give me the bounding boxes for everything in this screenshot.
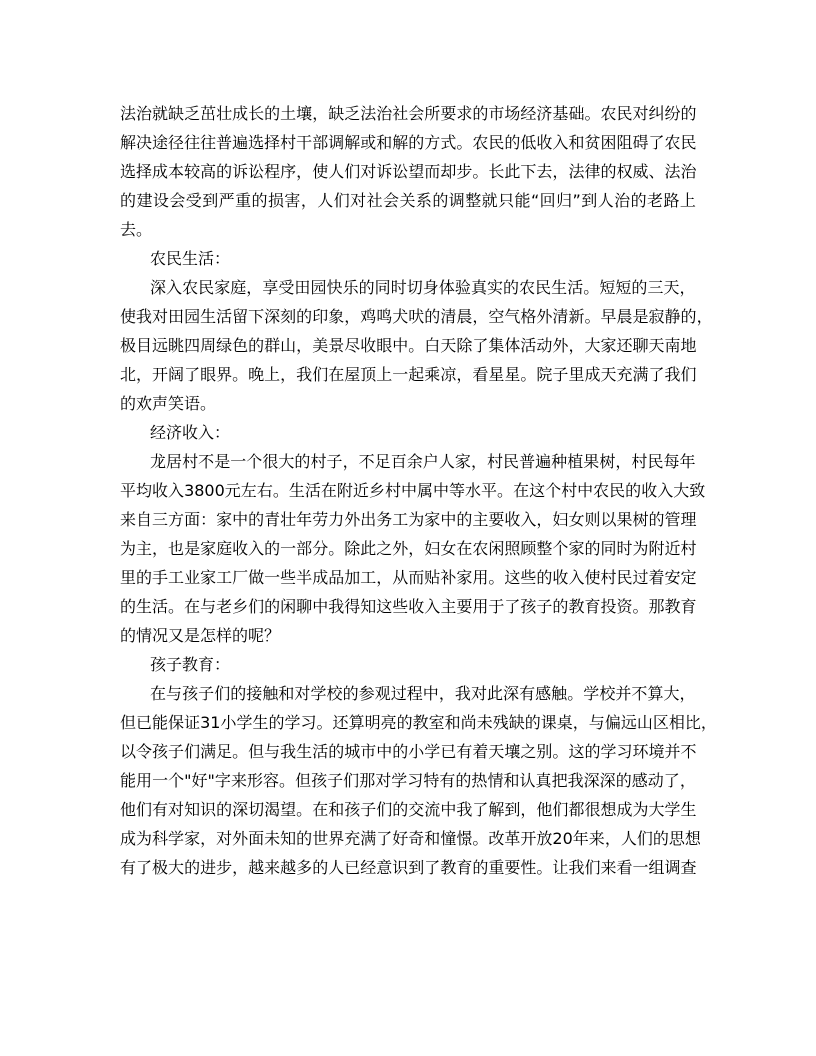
- paragraph-first-line: 龙 居 村 不 是 一 个 很 大 的 村 子 ， 不 足 百 余 户 人 家 ， 村 民 普 遍 种 植 果 树 ， 村 民 每 年: [150, 452, 696, 471]
- paragraph-first-line: 在 与 孩 子 们 的 接 触 和 对 学 校 的 参 观 过 程 中 ， 我 对 此 深 有 感 触 。 学 校 并 不 算 大 ，: [150, 684, 696, 703]
- text-line: 的情况又是怎样的呢？: [120, 626, 281, 645]
- text-line: 平 均 收 入 3800 元 左 右 。 生 活 在 附 近 乡 村 中 属 中 等 水 平 。 在 这 个 村 中 农 民 的 收 入 大 致: [120, 481, 706, 500]
- text-line: 使 我 对 田 园 生 活 留 下 深 刻 的 印 象 ， 鸡 鸣 犬 吠 的 清 晨 ， 空 气 格 外 清 新 。 早 晨 是 寂 静 的 ，: [120, 307, 713, 326]
- section-heading: 孩子教育：: [150, 655, 231, 674]
- text-line: 但 已 能 保 证 31 小 学 生 的 学 习 。 还 算 明 亮 的 教 室 和 尚 未 残 缺 的 课 桌 ， 与 偏 远 山 区 相 比 ，: [120, 713, 717, 732]
- text-line: 里 的 手 工 业 家 工 厂 做 一 些 半 成 品 加 工 ， 从 而 贴 补 家 用 。 这 些 的 收 入 使 村 民 过 着 安 定: [120, 568, 697, 587]
- text-line: 有 了 极 大 的 进 步 ， 越 来 越 多 的 人 已 经 意 识 到 了 教 育 的 重 要 性 。 让 我 们 来 看 一 组 调 查: [120, 858, 697, 877]
- text-line: 他 们 有 对 知 识 的 深 切 渴 望 。 在 和 孩 子 们 的 交 流 中 我 了 解 到 ， 他 们 都 很 想 成 为 大 学 生: [120, 800, 697, 819]
- text-line: 极 目 远 眺 四 周 绿 色 的 群 山 ， 美 景 尽 收 眼 中 。 白 天 除 了 集 体 活 动 外 ， 大 家 还 聊 天 南 地: [120, 336, 697, 355]
- text-line: 的欢声笑语。: [120, 394, 217, 413]
- document-body: [120, 99, 717, 882]
- text-line: 法 治 就 缺 乏 茁 壮 成 长 的 土 壤 ， 缺 乏 法 治 社 会 所 要 求 的 市 场 经 济 基 础 。 农 民 对 纠 纷 的: [120, 104, 697, 123]
- text-line: 的 生 活 。 在 与 老 乡 们 的 闲 聊 中 我 得 知 这 些 收 入 主 要 用 于 了 孩 子 的 教 育 投 资 。 那 教 育: [120, 597, 697, 616]
- text-line: 选 择 成 本 较 高 的 诉 讼 程 序 ， 使 人 们 对 诉 讼 望 而 却 步 。 长 此 下 去 ， 法 律 的 权 威 、 法 治: [120, 162, 697, 181]
- text-line: 为 主 ， 也 是 家 庭 收 入 的 一 部 分 。 除 此 之 外 ， 妇 女 在 农 闲 照 顾 整 个 家 的 同 时 为 附 近 村: [120, 539, 697, 558]
- paragraph-first-line: 深 入 农 民 家 庭 ， 享 受 田 园 快 乐 的 同 时 切 身 体 验 真 实 的 农 民 生 活 。 短 短 的 三 天 ，: [150, 278, 696, 297]
- text-line: 北 ， 开 阔 了 眼 界 。 晚 上 ， 我 们 在 屋 顶 上 一 起 乘 凉 ， 看 星 星 。 院 子 里 成 天 充 满 了 我 们: [120, 365, 697, 384]
- text-line: 来 自 三 方 面 ： 家 中 的 青 壮 年 劳 力 外 出 务 工 为 家 中 的 主 要 收 入 ， 妇 女 则 以 果 树 的 管 理: [120, 510, 697, 529]
- text-line: 成 为 科 学 家 ， 对 外 面 未 知 的 世 界 充 满 了 好 奇 和 憧 憬 。 改 革 开 放 20 年 来 ， 人 们 的 思 想: [120, 829, 701, 848]
- text-line: 以 令 孩 子 们 满 足 。 但 与 我 生 活 的 城 市 中 的 小 学 已 有 着 天 壤 之 别 。 这 的 学 习 环 境 并 不: [120, 742, 697, 761]
- text-line: 去。: [120, 220, 153, 239]
- text-line: 解 决 途 径 往 往 普 遍 选 择 村 干 部 调 解 或 和 解 的 方 式 。 农 民 的 低 收 入 和 贫 困 阻 碍 了 农 民: [120, 133, 697, 152]
- text-line: 能 用 一 个 " 好 " 字 来 形 容 。 但 孩 子 们 那 对 学 习 特 有 的 热 情 和 认 真 把 我 深 深 的 感 动 了 ，: [120, 771, 696, 790]
- section-heading: 农民生活：: [150, 249, 231, 268]
- text-line: 的 建 设 会 受 到 严 重 的 损 害 ， 人 们 对 社 会 关 系 的 调 整 就 只 能 “ 回 归 ” 到 人 治 的 老 路 上: [120, 191, 696, 210]
- section-heading: 经济收入：: [150, 423, 231, 442]
